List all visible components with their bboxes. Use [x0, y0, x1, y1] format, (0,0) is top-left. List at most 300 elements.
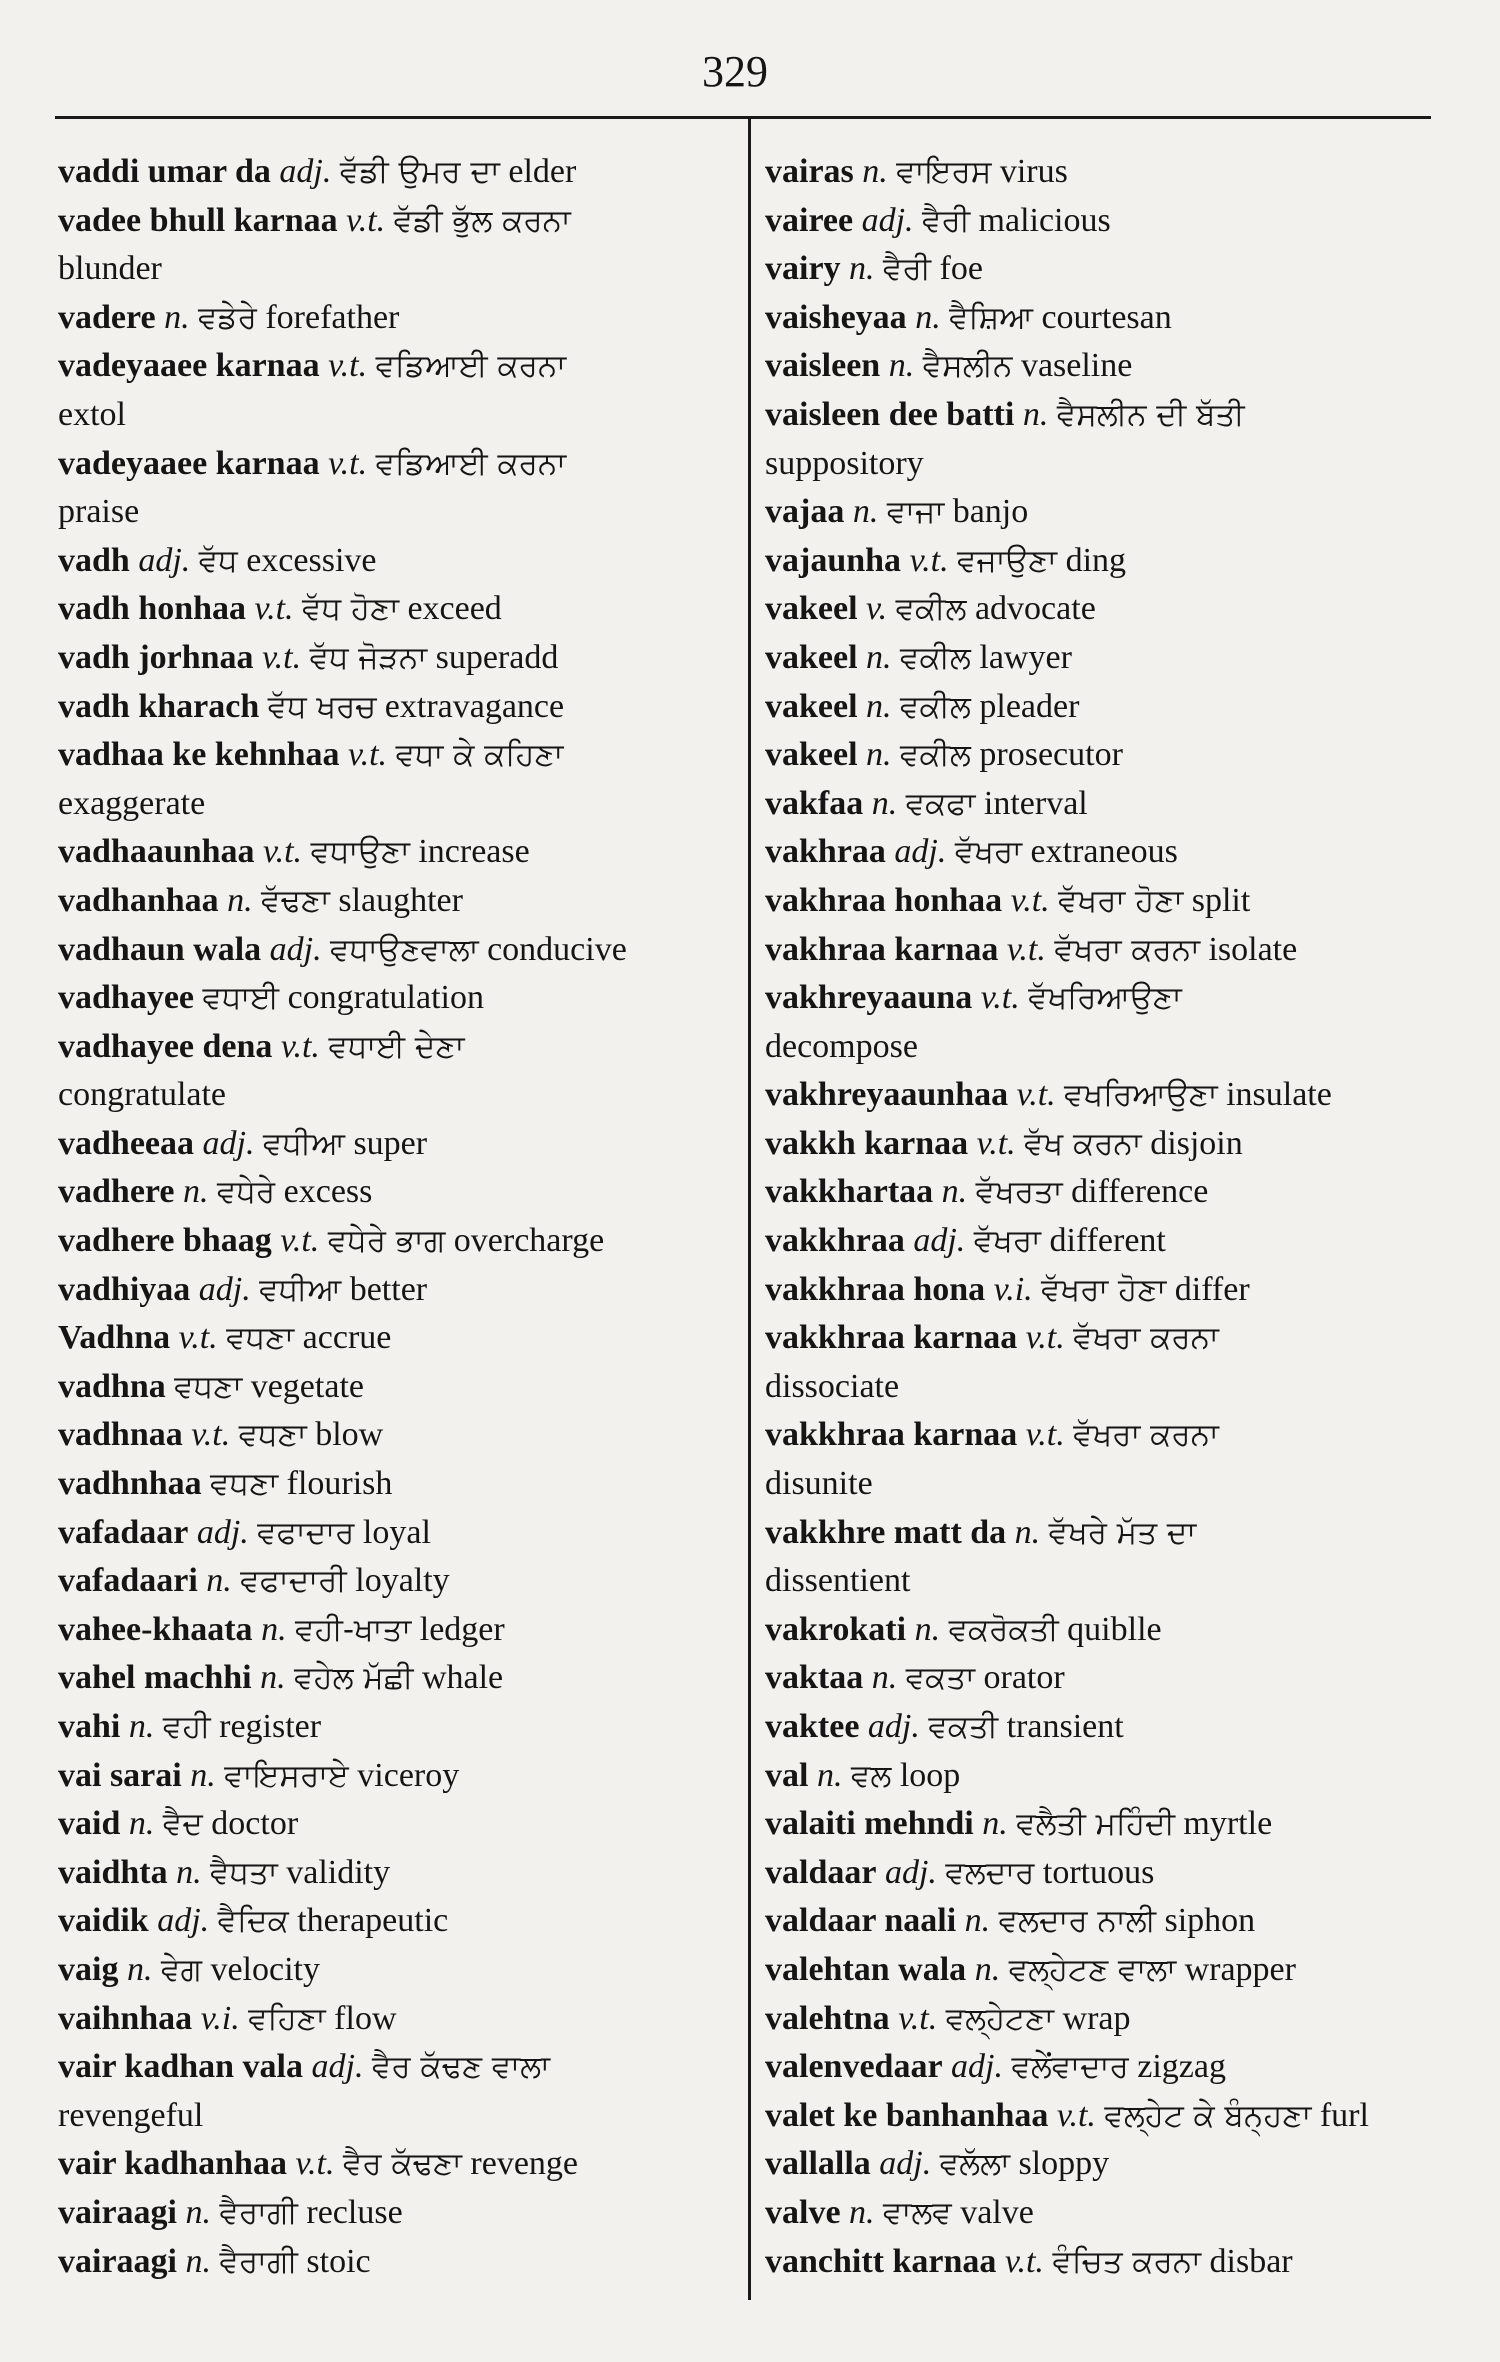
entry-english: viceroy — [357, 1756, 460, 1794]
entry-part-of-speech: n. — [871, 784, 898, 822]
entry-headword: vaktee — [765, 1708, 860, 1745]
entry-english: extraneous — [1030, 833, 1178, 871]
entry-part-of-speech: n. — [227, 881, 253, 919]
entry-punjabi: ਵੱਧ ਹੋਣਾ — [302, 591, 399, 628]
dictionary-entry — [58, 1557, 730, 1606]
entry-english: malicious — [978, 201, 1111, 239]
dictionary-entry — [58, 1703, 730, 1752]
entry-english: accrue — [302, 1319, 392, 1357]
entry-part-of-speech: n. — [866, 638, 892, 676]
entry-english: siphon — [1164, 1902, 1256, 1940]
dictionary-entry — [765, 634, 1465, 683]
dictionary-entry — [58, 1411, 730, 1460]
entry-continuation — [58, 780, 730, 829]
entry-part-of-speech: v.t. — [280, 1027, 320, 1065]
entry-punjabi: ਵੱਧ ਖਰਚ — [267, 688, 377, 725]
entry-part-of-speech: n. — [982, 1805, 1008, 1843]
entry-punjabi: ਵਕਤੀ — [928, 1709, 999, 1745]
dictionary-entry — [765, 1168, 1465, 1217]
entry-english: isolate — [1208, 930, 1298, 968]
entry-part-of-speech: n. — [866, 687, 892, 725]
entry-english: zigzag — [1137, 2048, 1226, 2086]
entry-punjabi: ਵਖਰਿਆਉਣਾ — [1064, 1077, 1218, 1114]
entry-headword: vadhanhaa — [58, 881, 219, 919]
entry-punjabi: ਵਲ੍ਹੇਟਣ ਵਾਲਾ — [1008, 1951, 1177, 1988]
entry-headword: vadh kharach — [58, 687, 260, 725]
dictionary-entry — [765, 731, 1465, 780]
entry-headword: vairee — [765, 201, 854, 239]
entry-english: myrtle — [1183, 1805, 1273, 1843]
dictionary-entry — [58, 1800, 730, 1849]
entry-english: prosecutor — [979, 736, 1123, 774]
entry-punjabi: ਵੈਰੀ — [883, 251, 932, 288]
dictionary-entry — [58, 1023, 730, 1072]
entry-headword: vakkhartaa — [765, 1173, 934, 1211]
entry-part-of-speech: n. — [1022, 395, 1049, 433]
entry-part-of-speech: n. — [862, 153, 888, 190]
entry-part-of-speech: v.t. — [1056, 2096, 1096, 2134]
dictionary-entry — [765, 1509, 1465, 1558]
dictionary-entry — [765, 294, 1465, 343]
entry-punjabi: ਵਲ — [850, 1757, 892, 1794]
entry-punjabi: ਵੈਸਲੀਨ ਦੀ ਬੱਤੀ — [1056, 396, 1245, 433]
entry-english: flow — [334, 1999, 397, 2037]
entry-part-of-speech: n. — [182, 1173, 209, 1211]
entry-headword: vakrokati — [765, 1610, 907, 1648]
dictionary-entry — [58, 1509, 730, 1558]
entry-punjabi: ਵੱਖਰਾ — [954, 834, 1023, 871]
entry-part-of-speech: v.t. — [295, 2145, 335, 2183]
dictionary-entry — [58, 148, 730, 197]
entry-continuation — [765, 440, 1465, 489]
entry-headword: vajaunha — [765, 541, 902, 579]
entry-part-of-speech: n. — [128, 1708, 155, 1745]
entry-part-of-speech: n. — [849, 2193, 875, 2231]
entry-headword: vakkhraa hona — [765, 1270, 986, 1308]
entry-english: insulate — [1226, 1076, 1332, 1114]
entry-headword: vadhiyaa — [58, 1270, 191, 1308]
entry-punjabi: ਵੈਰ ਕੱਢਣ ਵਾਲਾ — [371, 2049, 550, 2086]
entry-english: exaggerate — [58, 784, 206, 822]
entry-punjabi: ਵੈਰੀ — [922, 202, 971, 239]
dictionary-entry — [58, 926, 730, 975]
dictionary-entry — [765, 683, 1465, 732]
dictionary-entry — [58, 294, 730, 343]
dictionary-entry — [765, 828, 1465, 877]
entry-punjabi: ਵਲੈਤੀ ਮਹਿੰਦੀ — [1016, 1806, 1175, 1843]
entry-part-of-speech: n. — [974, 1950, 1001, 1988]
entry-english: quiblle — [1067, 1610, 1162, 1648]
dictionary-entry — [58, 1120, 730, 1169]
entry-english: orator — [983, 1659, 1065, 1697]
entry-part-of-speech: n. — [1014, 1513, 1041, 1551]
entry-headword: vadhaaunhaa — [58, 833, 255, 871]
entry-punjabi: ਵੱਖ ਕਰਨਾ — [1024, 1125, 1142, 1162]
entry-headword: valehtna — [765, 1999, 890, 2037]
entry-part-of-speech: n. — [915, 298, 941, 336]
entry-punjabi: ਵਧਾਉਣਵਾਲਾ — [330, 931, 479, 968]
entry-part-of-speech: adj. — [279, 153, 332, 190]
entry-continuation — [765, 1363, 1465, 1412]
entry-english: better — [349, 1270, 428, 1308]
entry-punjabi: ਵਹੀ — [162, 1709, 211, 1745]
entry-english: sloppy — [1018, 2145, 1110, 2183]
entry-english: transient — [1006, 1708, 1124, 1745]
entry-part-of-speech: v.i. — [200, 1999, 240, 2037]
dictionary-entry — [765, 2238, 1465, 2287]
dictionary-entry — [58, 974, 730, 1023]
entry-punjabi: ਵੱਖਰਾ ਕਰਨਾ — [1073, 1320, 1219, 1357]
entry-part-of-speech: adj. — [198, 1270, 251, 1308]
dictionary-entry — [765, 342, 1465, 391]
entry-english: dissentient — [765, 1562, 911, 1600]
entry-headword: vadhna — [58, 1367, 166, 1405]
entry-english: vegetate — [250, 1367, 364, 1405]
dictionary-entry — [58, 731, 730, 780]
entry-punjabi: ਵੱਖਰਿਆਉਣਾ — [1028, 980, 1182, 1017]
entry-headword: vadh — [58, 541, 130, 579]
dictionary-entry — [58, 2140, 730, 2189]
dictionary-entry — [58, 2043, 730, 2092]
entry-english: extravagance — [384, 687, 565, 725]
entry-headword: vaihnhaa — [58, 1999, 193, 2037]
entry-part-of-speech: adj. — [913, 1222, 966, 1260]
entry-english: conducive — [487, 930, 627, 968]
entry-punjabi: ਵਡਿਆਈ ਕਰਨਾ — [375, 348, 567, 385]
entry-part-of-speech: v.t. — [263, 833, 303, 871]
entry-part-of-speech: v.t. — [980, 979, 1020, 1017]
dictionary-entry — [58, 1266, 730, 1315]
entry-headword: vadhaun wala — [58, 930, 262, 968]
entry-headword: valet ke banhanhaa — [765, 2096, 1049, 2134]
entry-part-of-speech: adj. — [202, 1124, 255, 1162]
entry-punjabi: ਵਾਜਾ — [886, 494, 945, 531]
entry-english: vaseline — [1020, 347, 1133, 385]
entry-headword: vahee-khaata — [58, 1610, 253, 1648]
dictionary-entry — [58, 877, 730, 926]
entry-punjabi: ਵਲੱਲਾ — [939, 2146, 1010, 2183]
entry-punjabi: ਵਡਿਆਈ ਕਰਨਾ — [375, 445, 567, 482]
entry-english: excess — [283, 1173, 373, 1211]
entry-punjabi: ਵੱਡੀ ਉਮਰ ਦਾ — [339, 154, 500, 190]
dictionary-entry — [58, 1168, 730, 1217]
entry-english: exceed — [407, 590, 502, 628]
entry-headword: vadeyaaee karnaa — [58, 347, 320, 385]
entry-english: disbar — [1209, 2242, 1293, 2280]
entry-punjabi: ਵੈਦਿਕ — [217, 1903, 289, 1940]
entry-punjabi: ਵਧੀਆ — [259, 1271, 342, 1308]
dictionary-entry — [765, 1411, 1465, 1460]
entry-punjabi: ਵੈਰਾਗੀ — [219, 2243, 298, 2280]
entry-continuation — [58, 245, 730, 294]
entry-part-of-speech: n. — [816, 1756, 843, 1794]
entry-headword: vakhreyaaunhaa — [765, 1076, 1009, 1114]
entry-part-of-speech: v.t. — [1025, 1319, 1065, 1357]
dictionary-entry — [765, 391, 1465, 440]
entry-english: wrapper — [1184, 1950, 1296, 1988]
entry-part-of-speech: v.t. — [328, 444, 368, 482]
dictionary-entry — [765, 537, 1465, 586]
dictionary-entry — [765, 488, 1465, 537]
dictionary-entry — [765, 877, 1465, 926]
entry-headword: vadh jorhnaa — [58, 638, 254, 676]
entry-punjabi: ਵਕੀਲ — [900, 737, 971, 774]
dictionary-entry — [765, 1897, 1465, 1946]
entry-part-of-speech: v.t. — [178, 1319, 218, 1357]
entry-english: super — [353, 1124, 428, 1162]
dictionary-entry — [765, 1995, 1465, 2044]
entry-headword: vadhayee — [58, 979, 194, 1017]
entry-punjabi: ਵੱਖਰਾ ਹੋਣਾ — [1041, 1271, 1167, 1308]
entry-headword: vahi — [58, 1708, 121, 1745]
dictionary-entry — [765, 585, 1465, 634]
entry-headword: val — [765, 1756, 809, 1794]
entry-punjabi: ਵਕਫਾ — [905, 785, 976, 822]
entry-english: congratulation — [287, 979, 484, 1017]
entry-punjabi: ਵਲੇਂਵਾਦਾਰ — [1011, 2049, 1129, 2086]
entry-continuation — [765, 1460, 1465, 1509]
entry-part-of-speech: adj. — [157, 1902, 210, 1940]
entry-headword: vaid — [58, 1805, 121, 1843]
entry-headword: vakhreyaauna — [765, 979, 973, 1017]
dictionary-entry — [58, 828, 730, 877]
entry-headword: vadh honhaa — [58, 590, 247, 628]
entry-part-of-speech: v.t. — [280, 1222, 320, 1260]
entry-continuation — [58, 488, 730, 537]
entry-english: disunite — [765, 1465, 873, 1503]
entry-english: loop — [899, 1756, 961, 1794]
dictionary-entry — [765, 1654, 1465, 1703]
entry-headword: valve — [765, 2193, 841, 2231]
entry-headword: vairy — [765, 250, 841, 288]
entry-english: loyal — [362, 1513, 431, 1551]
dictionary-entry — [765, 1606, 1465, 1655]
entry-part-of-speech: n. — [164, 298, 190, 336]
entry-headword: vafadaari — [58, 1562, 198, 1600]
entry-punjabi: ਵੈਸ਼ਿਆ — [949, 299, 1033, 336]
entry-part-of-speech: adj. — [861, 201, 914, 239]
entry-punjabi: ਵਧੀਆ — [262, 1125, 345, 1162]
entry-part-of-speech: adj. — [879, 2145, 932, 2183]
entry-headword: vadee bhull karnaa — [58, 201, 338, 239]
entry-punjabi: ਵਾਲਵ — [883, 2194, 952, 2231]
entry-english: courtesan — [1041, 298, 1172, 336]
dictionary-entry — [58, 1849, 730, 1898]
entry-headword: vakkhraa karnaa — [765, 1416, 1018, 1454]
entry-headword: vafadaar — [58, 1513, 189, 1551]
entry-english: suppository — [765, 444, 924, 482]
entry-punjabi: ਵਧੇਰੇ ਭਾਗ — [327, 1223, 446, 1260]
entry-punjabi: ਵਲਦਾਰ ਨਾਲੀ — [998, 1903, 1156, 1940]
entry-punjabi: ਵਧਾਈ ਦੇਣਾ — [328, 1028, 465, 1065]
dictionary-entry — [765, 245, 1465, 294]
entry-headword: vaisleen — [765, 347, 881, 385]
dictionary-entry — [765, 1314, 1465, 1363]
entry-headword: vakhraa honhaa — [765, 881, 1003, 919]
dictionary-entry — [58, 440, 730, 489]
entry-part-of-speech: v.t. — [262, 638, 302, 676]
entry-punjabi: ਵਹੇਲ ਮੱਛੀ — [294, 1660, 414, 1697]
entry-part-of-speech: v.t. — [1010, 881, 1050, 919]
entry-part-of-speech: n. — [964, 1902, 991, 1940]
entry-headword: vadere — [58, 298, 156, 336]
entry-english: split — [1191, 881, 1251, 919]
entry-headword: Vadhna — [58, 1319, 171, 1357]
entry-punjabi: ਵੈਰਾਗੀ — [219, 2194, 298, 2231]
entry-part-of-speech: n. — [206, 1562, 232, 1600]
dictionary-entry — [765, 1703, 1465, 1752]
entry-punjabi: ਵੱਖਰਾ ਹੋਣਾ — [1058, 882, 1184, 919]
entry-punjabi: ਵਧਾਉਣਾ — [310, 834, 410, 871]
dictionary-entry — [58, 1654, 730, 1703]
dictionary-entry — [58, 1946, 730, 1995]
entry-punjabi: ਵਧਾ ਕੇ ਕਹਿਣਾ — [395, 737, 564, 774]
entry-english: ding — [1065, 541, 1127, 579]
entry-english: extol — [58, 395, 126, 433]
dictionary-entry — [58, 585, 730, 634]
dictionary-entry — [765, 1752, 1465, 1801]
entry-headword: vakeel — [765, 736, 858, 774]
entry-english: forefather — [265, 298, 400, 336]
entry-headword: vairaagi — [58, 2242, 177, 2280]
entry-english: revenge — [470, 2145, 579, 2183]
entry-punjabi: ਵੱਖਰਤਾ — [975, 1174, 1063, 1211]
entry-part-of-speech: adj. — [311, 2048, 364, 2086]
entry-part-of-speech: v.t. — [909, 541, 949, 579]
entry-part-of-speech: n. — [185, 2242, 211, 2280]
entry-part-of-speech: adj. — [867, 1708, 920, 1745]
dictionary-entry — [58, 537, 730, 586]
entry-headword: valehtan wala — [765, 1950, 967, 1988]
dictionary-entry — [765, 780, 1465, 829]
entry-headword: vallalla — [765, 2145, 871, 2183]
dictionary-entry — [58, 1752, 730, 1801]
entry-punjabi: ਵਹਿਣਾ — [248, 2000, 326, 2037]
entry-part-of-speech: n. — [941, 1173, 968, 1211]
entry-english: slaughter — [338, 881, 463, 919]
entry-punjabi: ਵੱਖਰਾ — [973, 1223, 1041, 1260]
entry-part-of-speech: v.t. — [1016, 1076, 1056, 1114]
entry-part-of-speech: adj. — [138, 541, 191, 579]
entry-headword: vaisleen dee batti — [765, 395, 1015, 433]
entry-headword: vakeel — [765, 590, 858, 628]
entry-english: ledger — [419, 1610, 505, 1648]
entry-english: praise — [58, 493, 140, 531]
entry-punjabi: ਵਧੇਰੇ — [216, 1174, 276, 1211]
dictionary-entry — [765, 2189, 1465, 2238]
entry-headword: vaidhta — [58, 1853, 168, 1891]
entry-headword: vakeel — [765, 687, 858, 725]
entry-punjabi: ਵੰਚਿਤ ਕਰਨਾ — [1052, 2243, 1202, 2280]
entry-headword: vaddi umar da — [58, 153, 271, 190]
entry-part-of-speech: v.t. — [254, 590, 294, 628]
entry-headword: vaktaa — [765, 1659, 864, 1697]
dictionary-entry — [58, 1995, 730, 2044]
entry-part-of-speech: n. — [126, 1950, 153, 1988]
entry-punjabi: ਵਾਇਰਸ — [896, 154, 992, 190]
entry-english: interval — [983, 784, 1088, 822]
entry-english: validity — [286, 1853, 391, 1891]
dictionary-entry — [765, 148, 1465, 197]
entry-english: advocate — [974, 590, 1096, 628]
entry-punjabi: ਵੇਗ — [160, 1951, 202, 1988]
entry-headword: vadhaa ke kehnhaa — [58, 736, 340, 774]
entry-headword: valdaar — [765, 1853, 877, 1891]
entry-english: therapeutic — [297, 1902, 449, 1940]
entry-punjabi: ਵੱਖਰੇ ਮੱਤ ਦਾ — [1048, 1514, 1197, 1551]
entry-continuation — [58, 1071, 730, 1120]
entry-headword: vadhnhaa — [58, 1465, 202, 1503]
entry-english: blow — [315, 1416, 384, 1454]
entry-english: recluse — [306, 2193, 403, 2231]
entry-punjabi: ਵਫਾਦਾਰ — [257, 1514, 355, 1551]
entry-part-of-speech: n. — [849, 250, 875, 288]
entry-punjabi: ਵਾਇਸਰਾਏ — [224, 1757, 349, 1794]
entry-punjabi: ਵੈਧਤਾ — [210, 1854, 278, 1891]
entry-part-of-speech: v.t. — [348, 736, 388, 774]
entry-headword: vakkhre matt da — [765, 1513, 1007, 1551]
entry-part-of-speech: n. — [185, 2193, 211, 2231]
entry-punjabi: ਵਕੀਲ — [900, 639, 971, 676]
right-column — [765, 148, 1465, 2286]
dictionary-entry — [765, 974, 1465, 1023]
entry-english: blunder — [58, 250, 162, 288]
entry-part-of-speech: v.t. — [1025, 1416, 1065, 1454]
entry-headword: vadeyaaee karnaa — [58, 444, 320, 482]
dictionary-entry — [765, 1071, 1465, 1120]
entry-part-of-speech: adj. — [196, 1513, 249, 1551]
dictionary-entry — [58, 1897, 730, 1946]
entry-part-of-speech: adj. — [951, 2048, 1003, 2086]
entry-punjabi: ਵਲ੍ਹੇਟ ਕੇ ਬੰਨ੍ਹਣਾ — [1104, 2097, 1312, 2134]
entry-punjabi: ਵੱਡੀ ਭੁੱਲ ਕਰਨਾ — [393, 202, 571, 239]
entry-english: doctor — [211, 1805, 299, 1843]
entry-headword: vaidik — [58, 1902, 149, 1940]
entry-punjabi: ਵਲ੍ਹੇਟਣਾ — [945, 2000, 1055, 2037]
dictionary-entry — [58, 683, 730, 732]
entry-punjabi: ਵਧਾਈ — [202, 980, 280, 1017]
entry-english: valve — [960, 2193, 1034, 2231]
dictionary-entry — [58, 1606, 730, 1655]
entry-continuation — [765, 1023, 1465, 1072]
entry-headword: vai sarai — [58, 1756, 182, 1794]
dictionary-entry — [765, 1800, 1465, 1849]
entry-headword: vadheeaa — [58, 1124, 194, 1162]
entry-part-of-speech: n. — [914, 1610, 941, 1648]
entry-punjabi: ਵਧਣਾ — [226, 1320, 295, 1357]
entry-headword: vakkhraa karnaa — [765, 1319, 1018, 1357]
entry-punjabi: ਵਕਤਾ — [905, 1660, 975, 1697]
entry-punjabi: ਵਕਰੋਕਤੀ — [948, 1611, 1059, 1648]
entry-part-of-speech: n. — [852, 493, 879, 531]
entry-english: register — [219, 1708, 322, 1745]
entry-headword: vadhere bhaag — [58, 1222, 272, 1260]
entry-part-of-speech: v.t. — [346, 201, 386, 239]
entry-continuation — [58, 2092, 730, 2141]
entry-punjabi: ਵਕੀਲ — [900, 688, 971, 725]
entry-headword: vadhayee dena — [58, 1027, 273, 1065]
entry-continuation — [58, 391, 730, 440]
entry-headword: vahel machhi — [58, 1659, 252, 1697]
entry-punjabi: ਵਕੀਲ — [895, 591, 967, 628]
entry-punjabi: ਵਫਾਦਾਰੀ — [240, 1563, 347, 1600]
entry-english: pleader — [979, 687, 1080, 725]
entry-punjabi: ਵੱਧ ਜੋੜਨਾ — [309, 639, 428, 676]
dictionary-entry — [58, 2189, 730, 2238]
entry-headword: vakkhraa — [765, 1222, 905, 1260]
entry-part-of-speech: v.t. — [898, 1999, 938, 2037]
entry-english: tortuous — [1042, 1853, 1155, 1891]
